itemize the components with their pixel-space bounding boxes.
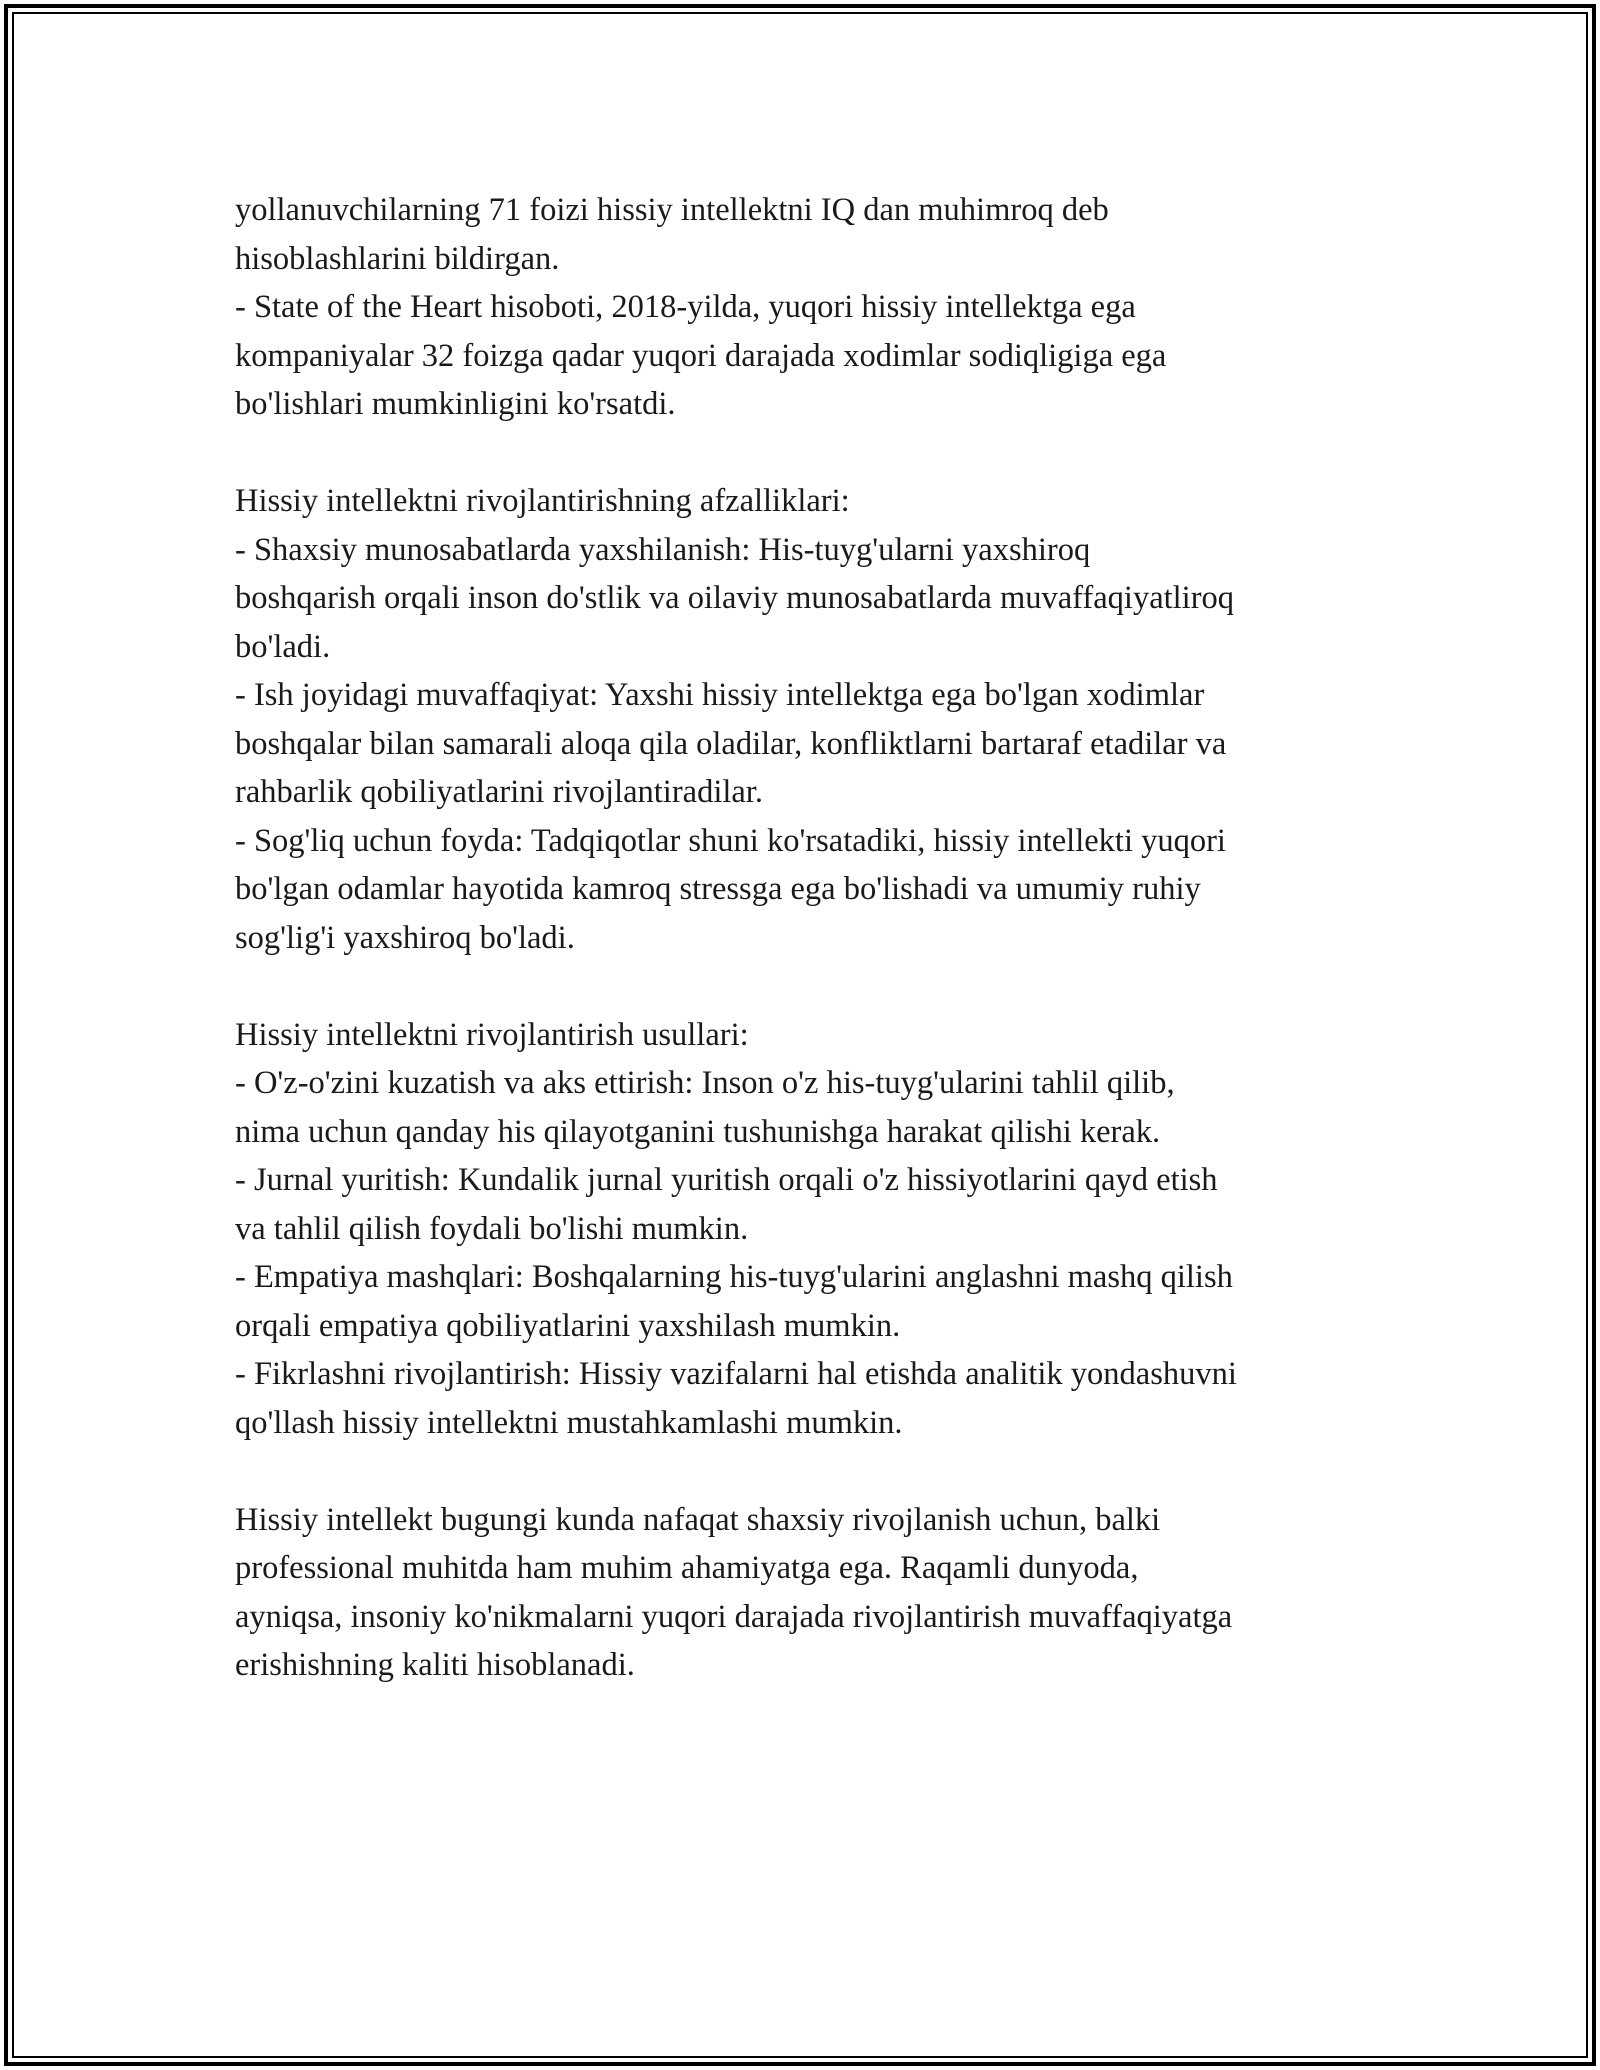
text-line: va tahlil qilish foydali bo'lishi mumkin. [235,1210,749,1247]
text-line: erishishning kaliti hisoblanadi. [235,1647,635,1683]
text-line: - Sog'liq uchun foyda: Tadqiqotlar shuni ko'rsatadiki, hissiy intellekti yuqori [235,822,1226,859]
text-line: bo'lishlari mumkinligini ko'rsatdi. [235,386,676,422]
text-line: bo'lgan odamlar hayotida kamroq stressga ega bo'lishadi va umumiy ruhiy [235,871,1201,907]
text-line: sog'lig'i yaxshiroq bo'ladi. [235,919,575,956]
text-line: - O'z-o'zini kuzatish va aks ettirish: Inson o'z his-tuyg'ularini tahlil qilib, [235,1065,1175,1101]
paragraph-gap [235,1447,1375,1496]
text-line: bo'ladi. [235,628,331,665]
text-line: - Fikrlashni rivojlantirish: Hissiy vazifalarni hal etishda analitik yondashuvni [235,1356,1237,1392]
paragraph-methods [235,1011,1375,1448]
text-line: boshqalar bilan samarali aloqa qila oladilar, konfliktlarni bartaraf etadilar va [235,725,1227,762]
text-line: yollanuvchilarning 71 foizi hissiy intellektni IQ dan muhimroq deb [235,192,1109,228]
text-line: hisoblashlarini bildirgan. [235,240,560,277]
paragraph-gap [235,962,1375,1011]
text-line: professional muhitda ham muhim ahamiyatga ega. Raqamli dunyoda, [235,1550,1139,1586]
text-line: orqali empatiya qobiliyatlarini yaxshilash mumkin. [235,1307,901,1344]
text-line: qo'llash hissiy intellektni mustahkamlashi mumkin. [235,1404,903,1441]
text-line: nima uchun qanday his qilayotganini tushunishga harakat qilishi kerak. [235,1113,1161,1150]
document-body [235,186,1375,1690]
text-line: boshqarish orqali inson do'stlik va oilaviy munosabatlarda muvaffaqiyatliroq [235,580,1235,616]
text-line: kompaniyalar 32 foizga qadar yuqori darajada xodimlar sodiqligiga ega [235,337,1167,374]
paragraph-gap [235,429,1375,478]
text-line: Hissiy intellekt bugungi kunda nafaqat shaxsiy rivojlanish uchun, balki [235,1501,1161,1538]
text-line: - Empatiya mashqlari: Boshqalarning his-tuyg'ularini anglashni mashq qilish [235,1259,1233,1295]
section-heading: Hissiy intellektni rivojlantirish usullari: [235,1016,749,1053]
paragraph-benefits [235,477,1375,962]
text-line: ayniqsa, insoniy ko'nikmalarni yuqori darajada rivojlantirish muvaffaqiyatga [235,1598,1233,1635]
text-line: - Shaxsiy munosabatlarda yaxshilanish: His-tuyg'ularni yaxshiroq [235,531,1091,568]
text-line: - Jurnal yuritish: Kundalik jurnal yuritish orqali o'z hissiyotlarini qayd etish [235,1162,1218,1198]
paragraph-statistics [235,186,1375,429]
text-line: rahbarlik qobiliyatlarini rivojlantiradilar. [235,774,763,810]
section-heading: Hissiy intellektni rivojlantirishning afzalliklari: [235,483,850,519]
paragraph-conclusion [235,1496,1375,1690]
text-line: - Ish joyidagi muvaffaqiyat: Yaxshi hissiy intellektga ega bo'lgan xodimlar [235,677,1205,713]
text-line: - State of the Heart hisoboti, 2018-yilda, yuqori hissiy intellektga ega [235,289,1136,325]
